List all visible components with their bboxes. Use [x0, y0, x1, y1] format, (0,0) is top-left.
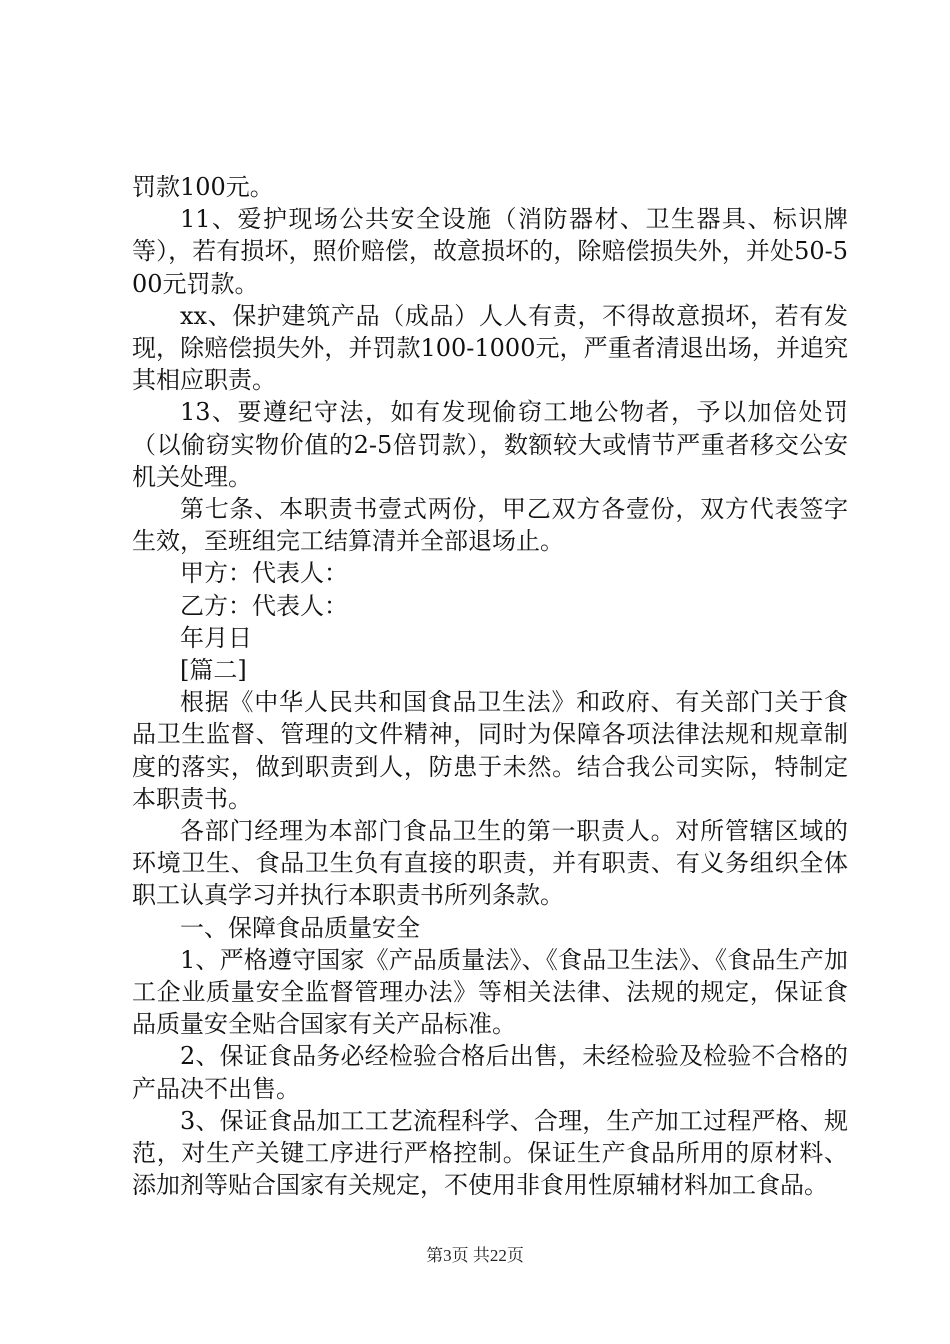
paragraph: 13、要遵纪守法，如有发现偷窃工地公物者，予以加倍处罚（以偷窃实物价值的2-5倍罚款），数额较大或情节严重者移交公安机关处理。 — [132, 398, 848, 491]
section-heading: [篇二] — [180, 656, 247, 685]
party-a-signature-line: 甲方：代表人： — [180, 559, 348, 588]
paragraph: 1、严格遵守国家《产品质量法》、《食品卫生法》、《食品生产加工企业质量安全监督管理办法》等相关法律、法规的规定，保证食品质量安全贴合国家有关产品标准。 — [132, 945, 848, 1039]
page-number-footer: 第3页 共22页 — [426, 1246, 524, 1265]
paragraph: 罚款100元。 — [132, 173, 274, 201]
paragraph: 第七条、本职责书壹式两份，甲乙双方各壹份，双方代表签字生效，至班组完工结算清并全部退场止。 — [132, 495, 848, 556]
paragraph: 2、保证食品务必经检验合格后出售，未经检验及检验不合格的产品决不出售。 — [132, 1042, 848, 1103]
paragraph: xx、保护建筑产品（成品）人人有责，不得故意损坏，若有发现，除赔偿损失外，并罚款100-1000元，严重者清退出场，并追究其相应职责。 — [132, 301, 848, 395]
paragraph: 11、爱护现场公共安全设施（消防器材、卫生器具、标识牌等），若有损坏，照价赔偿，故意损坏的，除赔偿损失外，并处50-500元罚款。 — [132, 205, 848, 298]
subsection-heading: 一、保障食品质量安全 — [180, 913, 420, 942]
date-line: 年月日 — [180, 623, 252, 652]
document-body — [132, 171, 848, 1202]
paragraph: 各部门经理为本部门食品卫生的第一职责人。对所管辖区域的环境卫生、食品卫生负有直接的职责，并有职责、有义务组织全体职工认真学习并执行本职责书所列条款。 — [132, 817, 848, 910]
party-b-signature-line: 乙方：代表人： — [180, 591, 348, 620]
paragraph: 3、保证食品加工工艺流程科学、合理，生产加工过程严格、规范，对生产关键工序进行严格控制。保证生产食品所用的原材料、添加剂等贴合国家有关规定，不使用非食用性原辅材料加工食品。 — [132, 1106, 848, 1200]
paragraph: 根据《中华人民共和国食品卫生法》和政府、有关部门关于食品卫生监督、管理的文件精神，同时为保障各项法律法规和规章制度的落实，做到职责到人，防患于未然。结合我公司实际，特制定本职责书。 — [132, 688, 848, 813]
